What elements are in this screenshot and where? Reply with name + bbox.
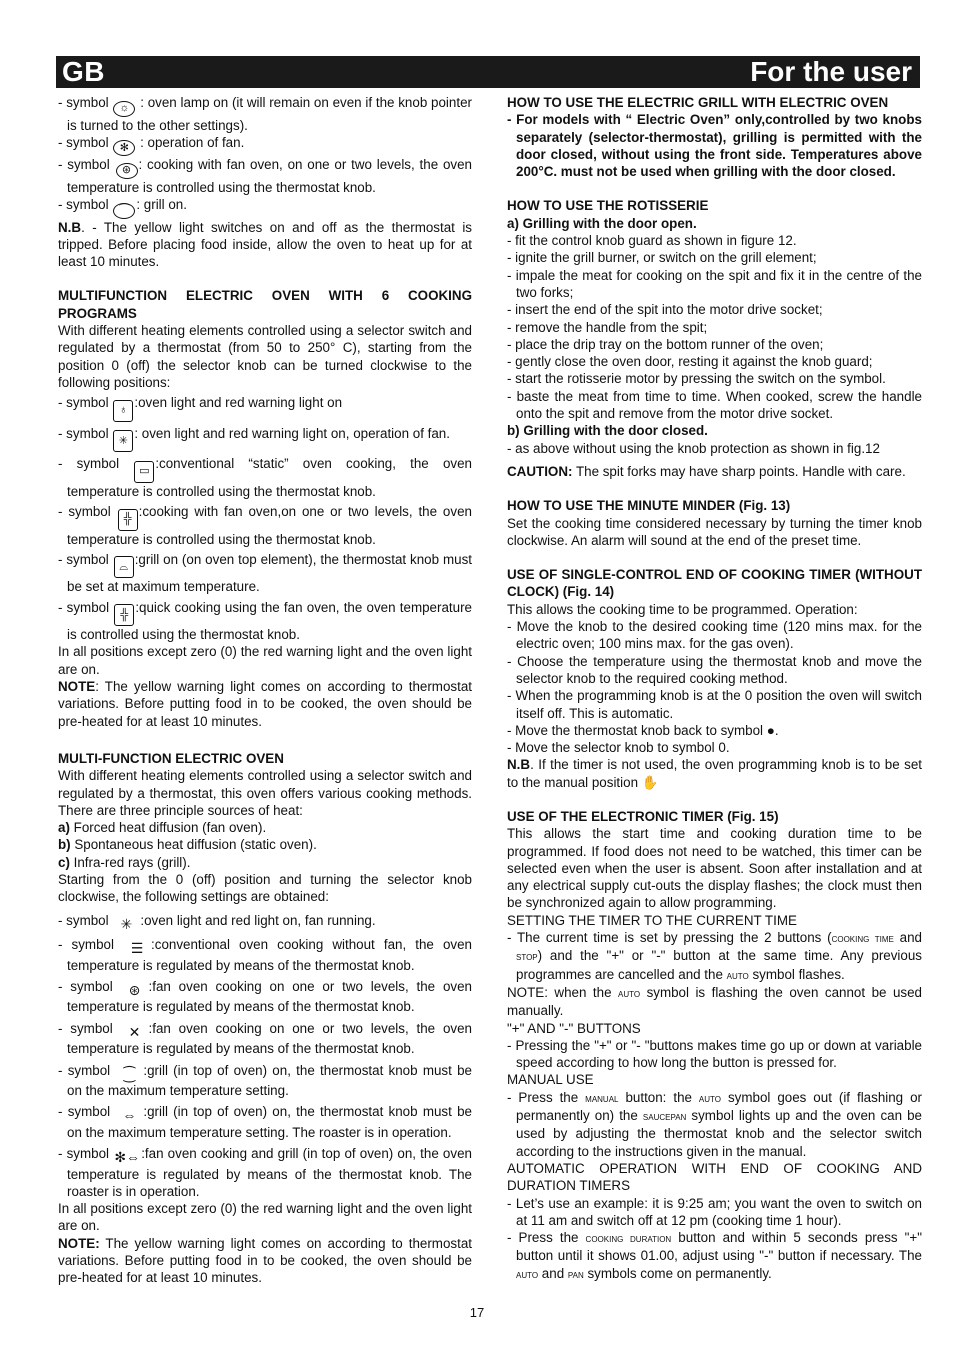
list-item: - place the drip tray on the bottom runner of the oven; <box>507 336 824 352</box>
fan-bottom-icon: ✕ <box>128 1023 141 1040</box>
conventional-oven-icon: ☰ <box>130 940 144 957</box>
roaster-grill-icon: ⇔ <box>122 1107 137 1124</box>
nb-paragraph: N.B. - The yellow light switches on and off as the thermostat is tripped. Before placing food inside, allow the oven to heat up for at least 10 minutes. <box>58 219 472 270</box>
sub-heading: a) Grilling with the door open. <box>507 215 697 231</box>
bold-paragraph: - For models with “ Electric Oven” only,controlled by two knobs separately (selector-thermostat), grilling is permitted with the door closed, without using the front side. Temperatures above 200°C. must not be used when grilling with the door closed. <box>507 112 922 180</box>
grill-top-icon: ⁐ <box>123 1065 135 1082</box>
list-item: - The current time is set by pressing the 2 buttons (cooking time and stop) and the "+" or "-" button at the same time. Any previous programmes are cancelled and the auto symbol flashes. <box>507 930 922 982</box>
list-item: b) Spontaneous heat diffusion (static oven). <box>58 837 317 853</box>
language-code: GB <box>62 56 105 87</box>
left-column <box>58 94 472 1287</box>
list-item: - Move the selector knob to symbol 0. <box>507 740 730 756</box>
list-item: - symbol ⊛ : cooking with fan oven, on one or two levels, the oven temperature is controlled using the thermostat knob. <box>58 157 472 195</box>
list-item: - symbol ✳ : oven light and red warning light on, operation of fan. <box>58 425 472 453</box>
sub-heading: SETTING THE TIMER TO THE CURRENT TIME <box>507 912 797 928</box>
list-item: - as above without using the knob protection as shown in fig.12 <box>507 440 880 456</box>
list-item: - ignite the grill burner, or switch on the grill element; <box>507 250 817 266</box>
fan-light-icon: ✳ <box>120 915 133 932</box>
list-item: - symbol ✻ : operation of fan. <box>58 134 472 157</box>
list-item: - symbol ✕ :fan oven cooking on one or two levels, the oven temperature is regulated by means of the thermostat knob. <box>58 1020 472 1057</box>
fan-round-icon: ⊛ <box>128 981 141 998</box>
list-item: - gently close the oven door, resting it against the knob guard; <box>507 354 873 370</box>
section-heading: HOW TO USE THE MINUTE MINDER (Fig. 13) <box>507 498 791 514</box>
list-item: - Choose the temperature using the thermostat knob and move the selector knob to the required cooking method. <box>507 653 922 686</box>
list-item: - insert the end of the spit into the motor drive socket; <box>507 302 823 318</box>
note-paragraph: NOTE: The yellow warning light comes on according to thermostat variations. Before putting food in to be cooked, the oven should be pre-heated for at least 10 minutes. <box>58 1235 472 1286</box>
list-item: - When the programming knob is at the 0 position the oven will switch itself off. This is automatic. <box>507 688 922 721</box>
section-heading: MULTI-FUNCTION ELECTRIC OVEN <box>58 750 284 766</box>
note-paragraph: NOTE: The yellow warning light comes on according to thermostat variations. Before putting food in to be cooked, the oven should be pre-heated for at least 10 minutes. <box>58 679 472 729</box>
list-item: - remove the handle from the spit; <box>507 319 708 335</box>
list-item: - symbol ▭ :conventional “static” oven cooking, the oven temperature is controlled using the thermostat knob. <box>58 456 472 499</box>
fan-grill-icon: ✻⇔ <box>114 1149 141 1166</box>
paragraph: In all positions except zero (0) the red warning light and the oven light are on. <box>58 1201 472 1234</box>
page-number: 17 <box>469 1305 485 1320</box>
list-item: - symbol ⌒ : grill on. <box>58 196 472 219</box>
static-oven-icon: ▭ <box>134 461 154 483</box>
section-heading: USE OF THE ELECTRONIC TIMER (Fig. 15) <box>507 808 779 824</box>
list-item: - symbol ⊛ :fan oven cooking on one or two levels, the oven temperature is regulated by means of the thermostat knob. <box>58 978 472 1015</box>
oven-lamp-icon: ☼ <box>113 101 135 117</box>
paragraph: With different heating elements controlled using a selector switch and regulated by a thermostat, this oven offers various cooking methods. There are three principle sources of heat: <box>58 768 472 818</box>
paragraph: This allows the start time and cooking duration time to be programmed. If food does not need to be watched, this timer can be selected even when the user is absent. Soon after installation and at any electrical supply cut-outs the display flashes; the clock must then be synchronized again to allow programming. <box>507 826 922 911</box>
note-paragraph: NOTE: when the auto symbol is flashing the oven cannot be used manually. <box>507 984 922 1019</box>
paragraph: Set the cooking time considered necessary by turning the timer knob clockwise. An alarm will sound at the end of the preset time. <box>507 515 922 548</box>
grill-icon: ⌒ <box>113 203 135 219</box>
paragraph: With different heating elements controlled using a selector switch and regulated by a thermostat (from 50 to 250° C), starting from the position 0 (off) the selector knob can be turned clockwise to the following positions: <box>58 323 472 390</box>
list-item: - symbol ⁐ :grill (in top of oven) on, the thermostat knob must be on the maximum temperature setting. <box>58 1062 472 1098</box>
list-item: a) Forced heat diffusion (fan oven). <box>58 820 267 836</box>
list-item: - symbol ╬ :cooking with fan oven,on one or two levels, the oven temperature is controlled using the thermostat knob. <box>58 504 472 547</box>
list-item: - symbol ✳ :oven light and red light on, fan running. <box>58 912 376 932</box>
section-heading: MULTIFUNCTION ELECTRIC OVEN WITH 6 COOKING PROGRAMS <box>58 288 472 321</box>
fan-light-icon: ✳ <box>113 430 133 452</box>
list-item: - Pressing the "+" or "- "buttons makes time go up or down at variable speed according to how long the button is pressed for. <box>507 1037 922 1071</box>
sub-heading: MANUAL USE <box>507 1072 594 1088</box>
list-item: c) Infra-red rays (grill). <box>58 854 191 870</box>
list-item: - impale the meat for cooking on the spit and fix it in the centre of the two forks; <box>507 267 922 300</box>
list-item: - symbol ╬ :quick cooking using the fan oven, the oven temperature is controlled using the thermostat knob. <box>58 599 472 643</box>
list-item: - Press the cooking duration button and within 5 seconds press "+" button until it shows 01.00, adjust using "-" button if necessary. The auto and pan symbols come on permanently. <box>507 1230 922 1281</box>
grill-icon: ⌓ <box>114 556 134 578</box>
list-item: - Press the manual button: the auto symbol goes out (if flashing or permanently on) the saucepan symbol lights up and the oven can be used by adjusting the thermostat knob and the selector switch according to the instructions given in the manual. <box>507 1089 923 1159</box>
list-item: - symbol ☰ :conventional oven cooking without fan, the oven temperature is regulated by means of the thermostat knob. <box>58 937 472 973</box>
paragraph: Starting from the 0 (off) position and turning the selector knob clockwise, the following settings are obtained: <box>58 872 472 905</box>
hand-icon: ✋ <box>641 774 659 790</box>
list-item: - fit the control knob guard as shown in figure 12. <box>507 233 797 249</box>
list-item: - symbol ☼ : oven lamp on (it will remain on even if the knob pointer is turned to the other settings). <box>58 95 472 133</box>
paragraph: In all positions except zero (0) the red warning light and the oven light are on. <box>58 644 472 677</box>
list-item: - Move the thermostat knob back to symbol ●. <box>507 722 779 738</box>
fan-icon: ✻ <box>113 140 135 156</box>
page-header <box>56 56 920 88</box>
sub-heading: b) Grilling with the door closed. <box>507 423 708 439</box>
bulb-icon: ♁ <box>113 400 133 422</box>
list-item: - symbol ⌓ :grill on (on oven top element), the thermostat knob must be set at maximum temperature. <box>58 551 472 595</box>
list-item: - symbol ♁ :oven light and red warning light on <box>58 394 472 422</box>
quick-cook-icon: ╬ <box>114 604 134 626</box>
list-item: - Move the knob to the desired cooking time (120 mins max. for the electric oven; 100 mins max. for the gas oven). <box>507 619 922 652</box>
fan-oven-icon: ⊛ <box>116 163 138 179</box>
section-heading: HOW TO USE THE ELECTRIC GRILL WITH ELECTRIC OVEN <box>507 95 889 110</box>
section-heading: HOW TO USE THE ROTISSERIE <box>507 198 709 214</box>
nb-paragraph: N.B. If the timer is not used, the oven programming knob is to be set to the manual position ✋ <box>507 757 922 790</box>
list-item: - Let’s use an example: it is 9:25 am; you want the oven to switch on at 11 am and switch off at 12 pm (cooking time 1 hour). <box>507 1195 922 1228</box>
sub-heading: "+" AND "-" BUTTONS <box>507 1020 641 1036</box>
caution-paragraph: CAUTION: The spit forks may have sharp points. Handle with care. <box>507 463 906 479</box>
list-item: - start the rotisserie motor by pressing the switch on the symbol. <box>507 371 886 387</box>
fan-oven-icon: ╬ <box>118 509 138 531</box>
section-title: For the user <box>750 56 912 87</box>
list-item: - baste the meat from time to time. When cooked, screw the handle onto the spit and remove from the motor drive socket. <box>507 388 922 422</box>
right-column <box>507 94 922 1283</box>
sub-heading: AUTOMATIC OPERATION WITH END OF COOKING AND DURATION TIMERS <box>507 1160 922 1194</box>
list-item: - symbol ✻⇔:fan oven cooking and grill (in top of oven) on, the oven temperature is regulated by means of the thermostat knob. The roaster is in operation. <box>58 1146 472 1199</box>
list-item: - symbol ⇔ :grill (in top of oven) on, the thermostat knob must be on the maximum temperature setting. The roaster is in operation. <box>58 1104 472 1140</box>
paragraph: This allows the cooking time to be programmed. Operation: <box>507 601 858 617</box>
section-heading: USE OF SINGLE-CONTROL END OF COOKING TIMER (WITHOUT CLOCK) (Fig. 14) <box>507 567 922 600</box>
